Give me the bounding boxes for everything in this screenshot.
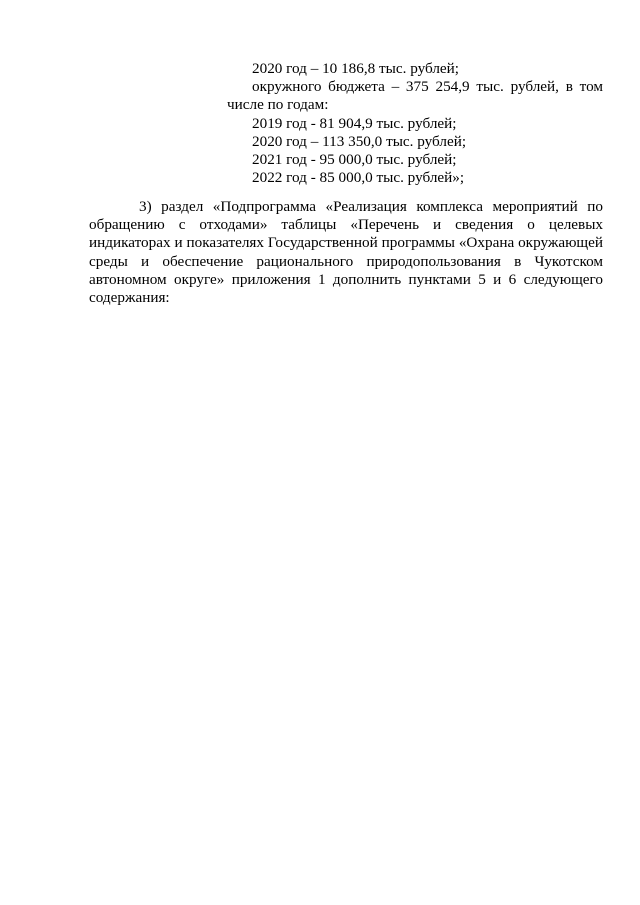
budget-line-2022: 2022 год - 85 000,0 тыс. рублей»;: [252, 169, 465, 187]
section-3-paragraph: 3) раздел «Подпрограмма «Реализация комплекса мероприятий по обращению с отходами» таблицы «Перечень и сведения о целевых индикаторах и показателях Государственной программы «Охрана окружающей среды и обеспечение рационального природопользования в Чукотском автономном округе» приложения 1 дополнить пунктами 5 и 6 следующего содержания:: [89, 198, 603, 307]
budget-line-2019: 2019 год - 81 904,9 тыс. рублей;: [252, 114, 457, 132]
budget-block: [227, 60, 603, 187]
budget-line-2020: 2020 год – 113 350,0 тыс. рублей;: [252, 132, 467, 150]
budget-line-2020-prev: 2020 год – 10 186,8 тыс. рублей;: [252, 60, 460, 77]
budget-line-2021: 2021 год - 95 000,0 тыс. рублей;: [252, 151, 457, 169]
district-budget-text: окружного бюджета – 375 254,9 тыс. рублей, в том числе по годам:: [227, 78, 603, 114]
